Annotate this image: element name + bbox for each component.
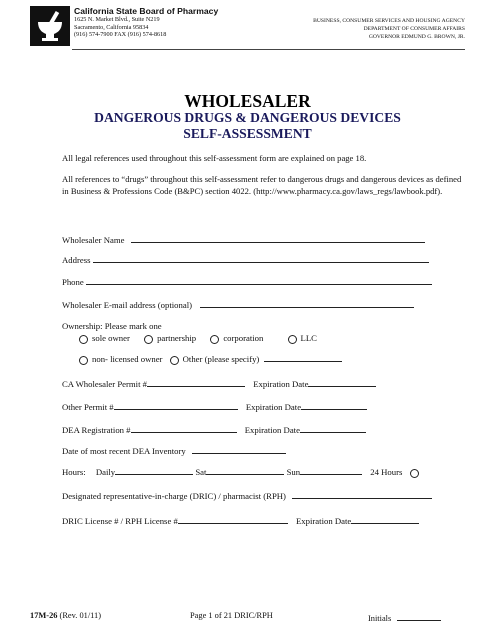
ownership-label: Ownership: Please mark one [62, 321, 162, 331]
dea-inventory-row [62, 444, 286, 456]
dric-license-label: DRIC License # / RPH License # [62, 516, 178, 526]
option-label: Other (please specify) [182, 354, 260, 364]
option-llc[interactable] [288, 333, 317, 344]
dric-field[interactable] [292, 489, 432, 499]
phone-label: Phone [62, 277, 84, 287]
ca-permit-row [62, 377, 376, 389]
dea-registration-row [62, 423, 366, 435]
board-address-block [74, 6, 218, 39]
address-row [62, 253, 429, 265]
email-row [62, 298, 414, 310]
option-label: LLC [300, 333, 317, 343]
option-other[interactable] [170, 354, 260, 365]
hours-sun-label: Sun [286, 467, 301, 477]
radio-circle-icon[interactable] [288, 335, 297, 344]
option-non-licensed-owner[interactable] [79, 354, 162, 365]
hours-24-label: 24 Hours [370, 467, 403, 477]
option-label: partnership [157, 333, 197, 343]
dea-expiration-field[interactable] [300, 423, 366, 433]
dea-expiration-label: Expiration Date [244, 425, 300, 435]
intro-paragraph-1: All legal references used throughout this self-assessment form are explained on page 18. [62, 153, 367, 163]
hours-24-radio-icon[interactable] [410, 469, 419, 478]
dric-license-field[interactable] [178, 514, 288, 524]
ca-permit-expiration-label: Expiration Date [253, 379, 309, 389]
hours-daily-label: Daily [95, 467, 116, 477]
address-line-1: 1625 N. Market Blvd., Suite N219 [74, 16, 160, 23]
ca-permit-expiration-field[interactable] [308, 377, 376, 387]
radio-circle-icon[interactable] [170, 356, 179, 365]
dric-label: Designated representative-in-charge (DRIC) / pharmacist (RPH) [62, 491, 286, 501]
email-field[interactable] [200, 298, 414, 308]
ca-permit-field[interactable] [147, 377, 245, 387]
initials-label: Initials [368, 614, 392, 623]
dric-license-expiration-field[interactable] [351, 514, 419, 524]
wholesaler-name-row [62, 233, 425, 245]
radio-circle-icon[interactable] [79, 335, 88, 344]
dric-license-row [62, 514, 419, 526]
initials-field[interactable] [397, 611, 441, 621]
other-specify-field[interactable] [264, 352, 342, 362]
option-corporation[interactable] [210, 333, 263, 344]
form-revision: (Rev. 01/11) [59, 611, 102, 620]
option-sole-owner[interactable] [79, 333, 130, 344]
intro-paragraph-2: All references to “drugs” throughout this self-assessment refer to dangerous drugs and dangerous devices as defined in Business & Professions Code (B&PC) section 4022. (http://www.pharmacy.ca.gov/laws_regs/lawbook.pdf). [62, 174, 462, 196]
phone-row [62, 275, 432, 287]
agency-line-1: BUSINESS, CONSUMER SERVICES AND HOUSING AGENCY [313, 18, 465, 24]
hours-sat-field[interactable] [206, 465, 284, 475]
dea-registration-field[interactable] [131, 423, 237, 433]
form-subtitle-2: SELF-ASSESSMENT [183, 126, 312, 141]
radio-circle-icon[interactable] [210, 335, 219, 344]
mortar-pestle-logo [30, 6, 70, 46]
phone-field[interactable] [86, 275, 432, 285]
ownership-options-row-1 [79, 333, 329, 344]
ownership-options-row-2 [79, 352, 342, 365]
option-label: corporation [223, 333, 264, 343]
board-name: California State Board of Pharmacy [74, 6, 219, 16]
option-label: non- licensed owner [92, 354, 163, 364]
hours-sun-field[interactable] [300, 465, 362, 475]
dea-inventory-label: Date of most recent DEA Inventory [62, 446, 186, 456]
form-subtitle: DANGEROUS DRUGS & DANGEROUS DEVICES [94, 110, 401, 125]
dric-license-expiration-label: Expiration Date [296, 516, 352, 526]
other-permit-expiration-field[interactable] [301, 400, 367, 410]
initials-row [368, 611, 441, 623]
wholesaler-name-field[interactable] [131, 233, 425, 243]
other-permit-field[interactable] [114, 400, 238, 410]
agency-block [313, 18, 465, 41]
form-title: WHOLESALER [184, 91, 311, 111]
other-permit-row [62, 400, 367, 412]
hours-daily-field[interactable] [115, 465, 193, 475]
dea-inventory-field[interactable] [192, 444, 286, 454]
hours-label: Hours: [62, 467, 86, 477]
radio-circle-icon[interactable] [144, 335, 153, 344]
other-permit-label: Other Permit # [62, 402, 114, 412]
phone-fax: (916) 574-7900 FAX (916) 574-8618 [74, 31, 167, 39]
option-label: sole owner [92, 333, 130, 343]
dea-registration-label: DEA Registration # [62, 425, 131, 435]
address-label: Address [62, 255, 91, 265]
option-partnership[interactable] [144, 333, 196, 344]
other-permit-expiration-label: Expiration Date [245, 402, 302, 412]
wholesaler-name-label: Wholesaler Name [62, 235, 125, 245]
address-field[interactable] [93, 253, 429, 263]
form-id: 17M-26 [30, 611, 58, 620]
hours-sat-label: Sat [195, 467, 207, 477]
address-line-2: Sacramento, California 95834 [74, 23, 149, 31]
dric-row [62, 489, 432, 501]
form-number [30, 611, 101, 620]
agency-line-2: DEPARTMENT OF CONSUMER AFFAIRS [363, 25, 465, 32]
radio-circle-icon[interactable] [79, 356, 88, 365]
page-number: Page 1 of 21 DRIC/RPH [190, 611, 273, 620]
hours-row [62, 465, 423, 478]
ca-permit-label: CA Wholesaler Permit # [62, 379, 148, 389]
agency-line-3: GOVERNOR EDMUND G. BROWN, JR. [368, 33, 465, 40]
email-label: Wholesaler E-mail address (optional) [62, 300, 193, 310]
header-divider [72, 49, 465, 50]
